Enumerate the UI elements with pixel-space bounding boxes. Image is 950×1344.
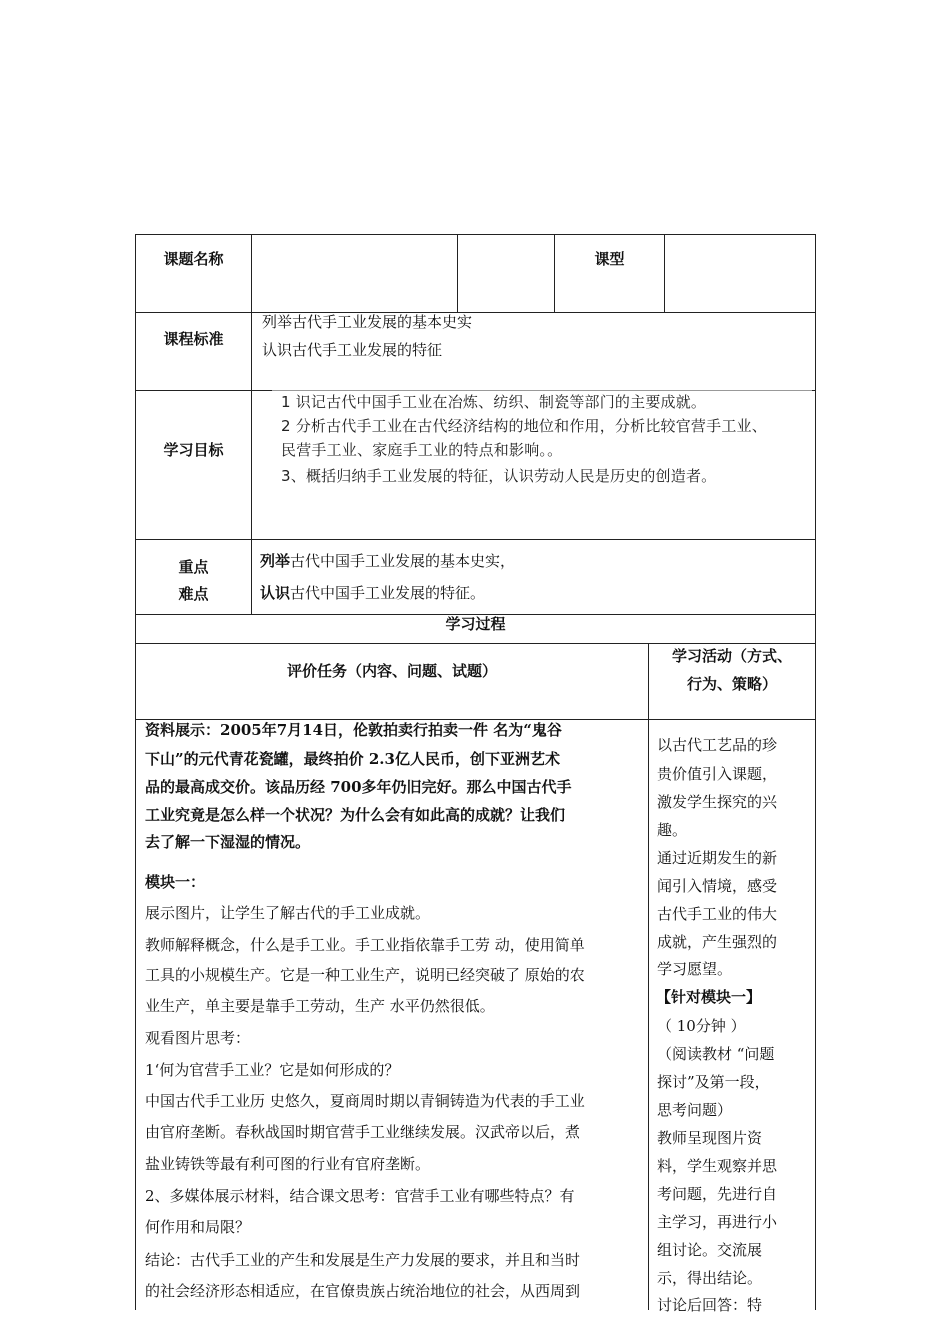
side-line: 示，得出结论。 [657,1269,763,1287]
body-line: 教师解释概念，什么是手工业。手工业指依靠手工劳 动，使用简单 [145,936,585,954]
body-line: 何作用和局限？ [145,1218,251,1236]
side-line: 学习愿望。 [657,960,733,978]
module-title: 模块一： [145,873,206,891]
body-line: 展示图片，让学生了解古代的手工业成就。 [145,904,431,922]
key-line-2-verb: 认识 [260,584,291,602]
body-line: 由官府垄断。春秋战国时期官营手工业继续发展。汉武帝以后，煮 [145,1123,581,1141]
side-line: 探讨”及第一段， [657,1073,770,1091]
standard-line-2: 认识古代手工业发展的特征 [262,341,443,359]
standard-line-1: 列举古代手工业发展的基本史实 [262,313,473,331]
side-line: 闻引入情境，感受 [657,877,778,895]
key-label-2: 难点 [178,585,209,603]
side-line: 激发学生探究的兴 [657,793,778,811]
intro-line-5: 去了解一下湿湿的情况。 [145,833,311,851]
body-line: 业生产，单主要是靠手工劳动，生产 水平仍然很低。 [145,997,495,1015]
activity-column-header-1: 学习活动（方式、 [671,647,792,665]
body-line: 结论：古代手工业的产生和发展是生产力发展的要求，并且和当时 [145,1251,581,1269]
body-line: 2、多媒体展示材料，结合课文思考：官营手工业有哪些特点？有 [145,1187,575,1205]
side-line: 教师呈现图片资 [657,1129,763,1147]
side-line: 成就，产生强烈的 [657,933,778,951]
side-line: 料，学生观察并思 [657,1157,778,1175]
goal-label: 学习目标 [163,441,224,459]
intro-line-1: 资料展示：2005年7月14日，伦敦拍卖行拍卖一件 名为“鬼谷 [145,721,562,739]
body-line: 观看图片思考： [145,1029,251,1047]
side-line: 通过近期发生的新 [657,849,778,867]
side-line: 组讨论。交流展 [657,1241,763,1259]
course-type-label: 课型 [594,250,625,268]
side-line: 以古代工艺品的珍 [657,736,778,754]
key-line-1-verb: 列举 [260,552,291,570]
course-name-label: 课题名称 [163,250,224,268]
side-line: 讨论后回答：特 [657,1296,763,1314]
side-line: 古代手工业的伟大 [657,905,778,923]
standard-label: 课程标准 [163,330,224,348]
task-column-header: 评价任务（内容、问题、试题） [286,662,497,680]
body-line: 中国古代手工业历 史悠久，夏商周时期以青铜铸造为代表的手工业 [145,1092,585,1110]
key-line-2 [260,579,485,607]
goal-line-1: 1 识记古代中国手工业在冶炼、纺织、制瓷等部门的主要成就。 [281,393,707,411]
body-line: 1‘何为官营手工业？它是如何形成的？ [145,1061,400,1079]
key-line-1-rest: 古代中国手工业发展的基本史实， [290,552,516,570]
side-line: （ 10分钟 ） [657,1017,746,1035]
key-label-1: 重点 [178,558,209,576]
process-title: 学习过程 [445,615,506,633]
intro-line-3: 品的最高成交价。该品历经 700多年仍旧完好。那么中国古代手 [145,778,572,796]
module-tag: 【针对模块一】 [656,988,762,1006]
side-line: 贵价值引入课题， [657,765,778,783]
key-line-2-rest: 古代中国手工业发展的特征。 [290,584,486,602]
body-line: 的社会经济形态相适应，在官僚贵族占统治地位的社会，从西周到 [145,1282,581,1300]
body-line: 工具的小规模生产。它是一种工业生产，说明已经突破了 原始的农 [145,966,585,984]
activity-column-header-2: 行为、策略） [686,675,777,693]
goal-line-2: 2 分析古代手工业在古代经济结构的地位和作用，分析比较官营手工业、 [281,417,767,435]
side-line: 思考问题） [657,1101,733,1119]
intro-line-4: 工业究竟是怎么样一个状况？为什么会有如此高的成就？让我们 [145,806,566,824]
goal-line-3: 民营手工业、家庭手工业的特点和影响。。 [281,441,563,459]
intro-line-2: 下山”的元代青花瓷罐，最终拍价 2.3亿人民币，创下亚洲艺术 [145,750,560,768]
side-line: 考问题，先进行自 [657,1185,778,1203]
key-line-1 [260,547,515,575]
side-line: （阅读教材 “问题 [657,1045,775,1063]
goal-line-4: 3、概括归纳手工业发展的特征，认识劳动人民是历史的创造者。 [281,467,717,485]
side-line: 趣。 [657,821,688,839]
side-line: 主学习，再进行小 [657,1213,778,1231]
body-line: 盐业铸铁等最有利可图的行业有官府垄断。 [145,1155,431,1173]
